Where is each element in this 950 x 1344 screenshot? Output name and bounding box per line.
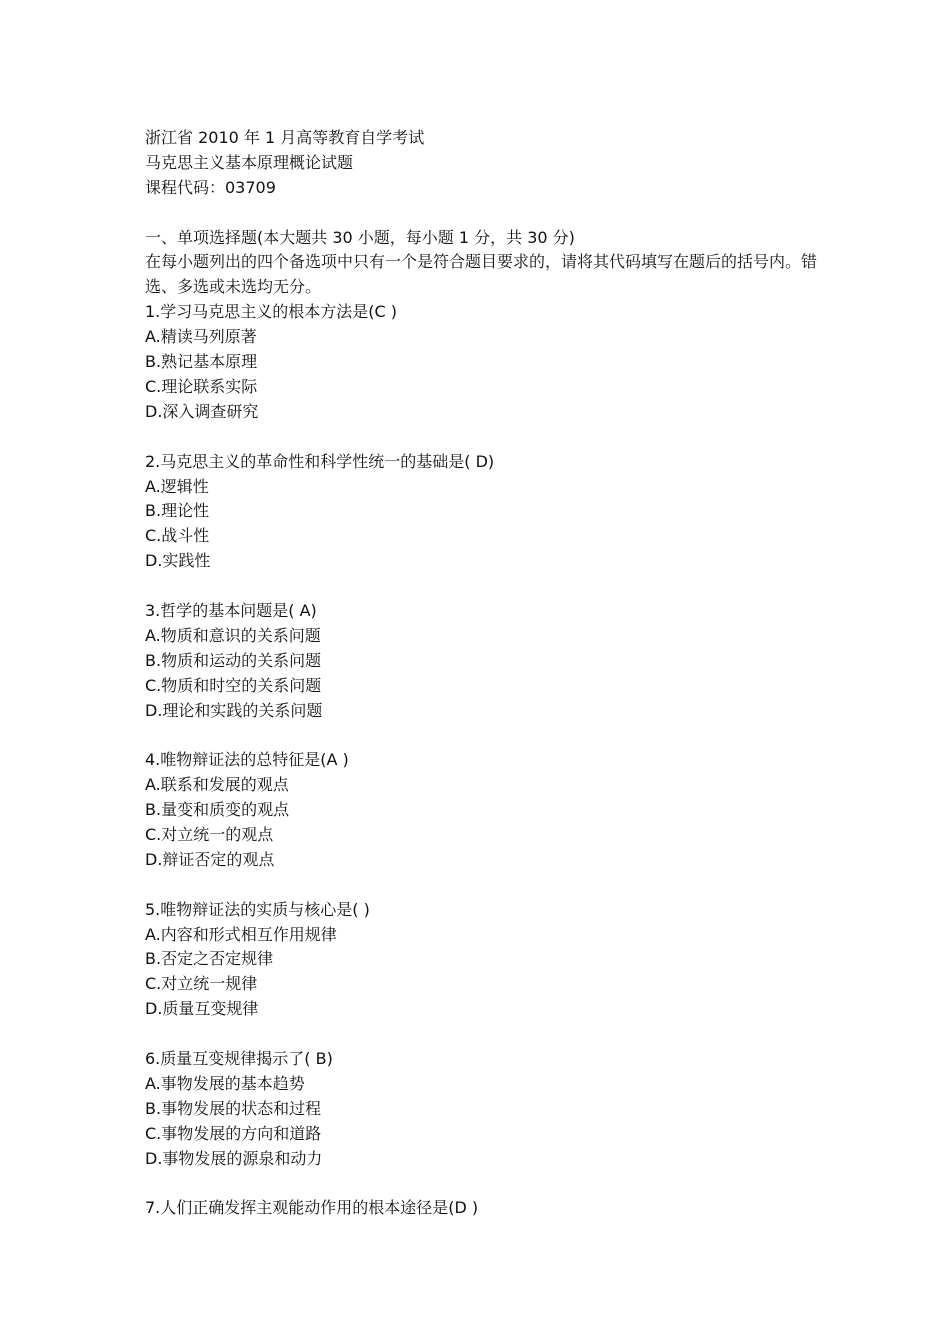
- question-stem: 4.唯物辩证法的总特征是(A ): [145, 750, 349, 770]
- answer-option: A.联系和发展的观点: [145, 775, 289, 795]
- answer-option: A.逻辑性: [145, 476, 209, 496]
- subject-title: 马克思主义基本原理概论试题: [145, 152, 354, 172]
- answer-option: D.事物发展的源泉和动力: [145, 1148, 323, 1168]
- answer-option: B.熟记基本原理: [145, 352, 258, 372]
- spacer: [145, 574, 825, 599]
- answer-option: D.实践性: [145, 551, 211, 571]
- spacer: [145, 201, 825, 226]
- question-item: [145, 1196, 825, 1221]
- question-stem: 1.学习马克思主义的根本方法是(C ): [145, 302, 398, 322]
- answer-option: C.战斗性: [145, 526, 210, 546]
- question-item: [145, 898, 825, 1047]
- question-item: [145, 748, 825, 897]
- answer-option: B.事物发展的状态和过程: [145, 1098, 322, 1118]
- spacer: [145, 425, 825, 450]
- answer-option: B.否定之否定规律: [145, 949, 274, 969]
- spacer: [145, 723, 825, 748]
- question-stem: 2.马克思主义的革命性和科学性统一的基础是( D): [145, 451, 495, 471]
- question-list: [145, 300, 825, 1221]
- exam-document: [145, 126, 825, 1221]
- province-exam-title: 浙江省 2010 年 1 月高等教育自学考试: [145, 128, 425, 147]
- answer-option: B.物质和运动的关系问题: [145, 650, 322, 670]
- answer-option: A.物质和意识的关系问题: [145, 625, 321, 645]
- question-item: [145, 1047, 825, 1196]
- course-code: 课程代码：03709: [145, 177, 276, 197]
- answer-option: A.精读马列原著: [145, 327, 257, 347]
- spacer: [145, 1022, 825, 1047]
- question-stem: 3.哲学的基本问题是( A): [145, 600, 317, 620]
- section-title: 一、单项选择题(本大题共 30 小题，每小题 1 分，共 30 分): [145, 227, 575, 247]
- answer-option: A.事物发展的基本趋势: [145, 1073, 305, 1093]
- answer-option: D.质量互变规律: [145, 999, 259, 1019]
- answer-option: C.理论联系实际: [145, 376, 258, 396]
- question-stem: 5.唯物辩证法的实质与核心是( ): [145, 899, 370, 919]
- spacer: [145, 873, 825, 898]
- answer-option: C.事物发展的方向和道路: [145, 1123, 322, 1143]
- answer-option: A.内容和形式相互作用规律: [145, 924, 337, 944]
- question-item: [145, 450, 825, 599]
- answer-option: C.对立统一的观点: [145, 824, 274, 844]
- question-item: [145, 300, 825, 449]
- answer-option: D.辩证否定的观点: [145, 849, 275, 869]
- answer-option: C.物质和时空的关系问题: [145, 675, 322, 695]
- answer-option: B.量变和质变的观点: [145, 800, 290, 820]
- answer-option: D.深入调查研究: [145, 401, 259, 421]
- question-stem: 6.质量互变规律揭示了( B): [145, 1048, 333, 1068]
- answer-option: C.对立统一规律: [145, 974, 258, 994]
- question-stem: 7.人们正确发挥主观能动作用的根本途径是(D ): [145, 1198, 479, 1218]
- spacer: [145, 1171, 825, 1196]
- answer-option: B.理论性: [145, 501, 210, 521]
- answer-option: D.理论和实践的关系问题: [145, 700, 323, 720]
- section-instructions: 在每小题列出的四个备选项中只有一个是符合题目要求的，请将其代码填写在题后的括号内。错选、多选或未选均无分。: [145, 252, 818, 297]
- question-item: [145, 599, 825, 748]
